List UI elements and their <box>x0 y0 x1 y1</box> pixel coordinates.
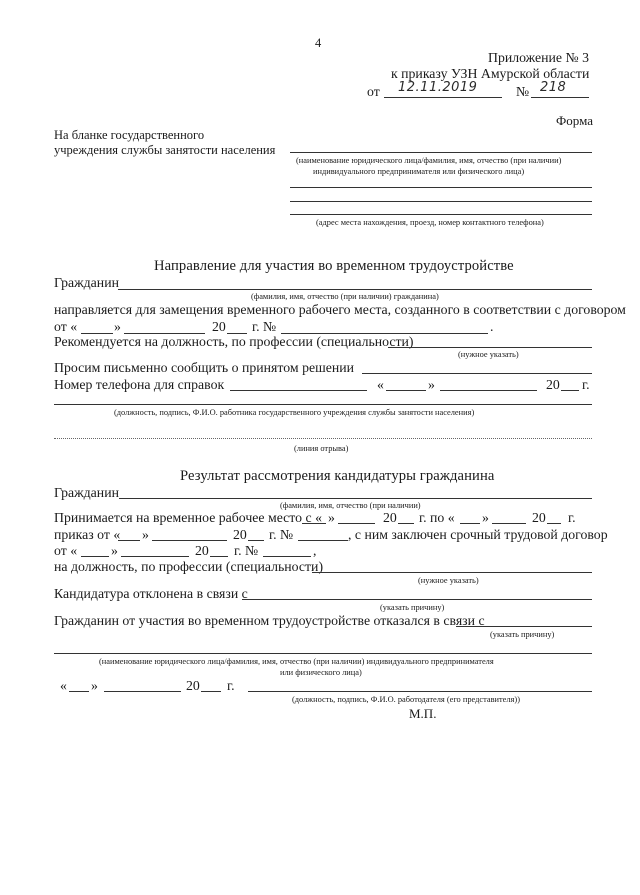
result-sign-caption: (должность, подпись, Ф.И.О. работодателя (его представителя)) <box>292 695 520 704</box>
result-citizen-line <box>119 498 592 499</box>
referral-request-line <box>362 373 592 374</box>
result-contract-day-line <box>81 556 109 557</box>
referral-phone-line <box>230 390 367 391</box>
referral-recommend: Рекомендуется на должность, по профессии (специальности) <box>54 334 414 349</box>
employer-line-2 <box>290 187 592 188</box>
result-contract-from: от « <box>54 543 78 558</box>
result-position-caption: (нужное указать) <box>418 576 479 585</box>
result-contract-year-line <box>210 556 228 557</box>
result-accepted-text: Принимается на временное рабочее место с « <box>54 510 322 525</box>
referral-phone-open: « <box>377 377 384 392</box>
result-rejected-line <box>242 599 592 600</box>
result-employer-caption-line1: (наименование юридического лица/фамилия, имя, отчество (при наличии) индивидуального предпринимателя <box>99 657 494 666</box>
result-declined-caption: (указать причину) <box>490 630 555 639</box>
result-date-g: г. <box>227 678 235 693</box>
page-number: 4 <box>315 36 322 50</box>
employer-caption-line1: (наименование юридического лица/фамилия, имя, отчество (при наличии) <box>296 156 562 165</box>
employer-address-line <box>290 214 592 215</box>
referral-phone-day-line <box>386 390 426 391</box>
referral-phone-month-line <box>440 390 537 391</box>
referral-phone-g: г. <box>582 377 590 392</box>
referral-year: 20 <box>212 319 226 334</box>
blank-note-line2: учреждения службы занятости населения <box>54 143 276 157</box>
result-order-from: приказ от « <box>54 527 121 542</box>
result-citizen-label: Гражданин <box>54 485 119 500</box>
result-accepted-year2-line <box>547 523 561 524</box>
referral-heading: Направление для участия во временном трудоустройстве <box>154 258 514 274</box>
appendix-date-value: 12.11.2019 <box>398 80 478 95</box>
result-order-text: , с ним заключен срочный трудовой договор <box>348 527 608 542</box>
result-rejected: Кандидатура отклонена в связи с <box>54 586 248 601</box>
result-rejected-caption: (указать причину) <box>380 603 445 612</box>
referral-text1: направляется для замещения временного рабочего места, созданного в соответствии с договором <box>54 302 626 317</box>
appendix-date-prefix: от <box>367 84 380 99</box>
referral-phone-close: » <box>428 377 435 392</box>
referral-signature-caption: (должность, подпись, Ф.И.О. работника государственного учреждения службы занятости населения) <box>114 408 475 417</box>
result-accepted-g: г. <box>568 510 576 525</box>
result-contract-close: » <box>111 543 118 558</box>
result-contract-number-line <box>263 556 311 557</box>
result-accepted-year-line <box>398 523 414 524</box>
result-accepted-day-line <box>302 523 326 524</box>
employer-line-3 <box>290 201 592 202</box>
result-order-year-line <box>248 540 264 541</box>
appendix-number-value: 218 <box>540 80 567 95</box>
appendix-number-line <box>531 97 589 98</box>
result-date-year: 20 <box>186 678 200 693</box>
result-order-close: » <box>142 527 149 542</box>
result-declined: Гражданин от участия во временном трудоустройстве отказался в связи с <box>54 613 485 628</box>
result-contract-month-line <box>121 556 189 557</box>
result-sign-line <box>248 691 592 692</box>
tear-line-caption: (линия отрыва) <box>294 444 349 453</box>
referral-recommend-line <box>388 347 592 348</box>
referral-phone-label: Номер телефона для справок <box>54 377 225 392</box>
result-heading: Результат рассмотрения кандидатуры гражданина <box>180 468 495 484</box>
referral-recommend-caption: (нужное указать) <box>458 350 519 359</box>
result-order-month-line <box>152 540 227 541</box>
referral-end: . <box>490 319 494 334</box>
result-order-number-line <box>298 540 348 541</box>
result-accepted-year2: 20 <box>532 510 546 525</box>
referral-from: от « <box>54 319 78 334</box>
referral-citizen-label: Гражданин <box>54 275 119 290</box>
result-date-year-line <box>201 691 221 692</box>
appendix-order-line: к приказу УЗН Амурской области <box>391 66 590 81</box>
result-position: на должность, по профессии (специальности) <box>54 559 324 574</box>
appendix-date-line <box>384 97 502 98</box>
result-position-line <box>312 572 592 573</box>
stamp-place: М.П. <box>409 706 437 721</box>
referral-phone-year: 20 <box>546 377 560 392</box>
form-label: Форма <box>556 113 593 128</box>
result-contract-year: 20 <box>195 543 209 558</box>
referral-number-label: г. № <box>252 319 277 334</box>
appendix-title: Приложение № 3 <box>488 50 590 65</box>
result-order-num: г. № <box>269 527 294 542</box>
employer-address-caption: (адрес места нахождения, проезд, номер контактного телефона) <box>316 218 544 227</box>
result-accepted-month2-line <box>492 523 526 524</box>
result-contract-comma: , <box>313 543 317 558</box>
result-date-day-line <box>69 691 89 692</box>
appendix-number-prefix: № <box>516 84 530 99</box>
result-citizen-caption: (фамилия, имя, отчество (при наличии) <box>280 501 421 510</box>
result-accepted-close: » <box>328 510 335 525</box>
result-employer-caption-line2: или физического лица) <box>280 668 362 677</box>
referral-signature-line <box>54 404 592 405</box>
result-accepted-day2-line <box>460 523 480 524</box>
result-employer-line <box>54 653 592 654</box>
referral-citizen-caption: (фамилия, имя, отчество (при наличии) гражданина) <box>251 292 439 301</box>
result-date-close: » <box>91 678 98 693</box>
employer-name-line <box>290 152 592 153</box>
result-date-open: « <box>60 678 67 693</box>
result-contract-num: г. № <box>234 543 259 558</box>
result-accepted-month-line <box>338 523 375 524</box>
referral-phone-year-line <box>561 390 579 391</box>
result-declined-line <box>456 626 592 627</box>
referral-request: Просим письменно сообщить о принятом решении <box>54 360 354 375</box>
blank-note-line1: На бланке государственного <box>54 128 205 142</box>
result-date-month-line <box>104 691 181 692</box>
result-accepted-to: г. по « <box>419 510 455 525</box>
result-order-day-line <box>118 540 140 541</box>
referral-citizen-line <box>118 289 592 290</box>
tear-line <box>54 438 592 439</box>
result-accepted-close2: » <box>482 510 489 525</box>
referral-close-quote: » <box>114 319 121 334</box>
result-accepted-year: 20 <box>383 510 397 525</box>
result-order-year: 20 <box>233 527 247 542</box>
employer-caption-line2: индивидуального предпринимателя или физического лица) <box>313 167 525 176</box>
